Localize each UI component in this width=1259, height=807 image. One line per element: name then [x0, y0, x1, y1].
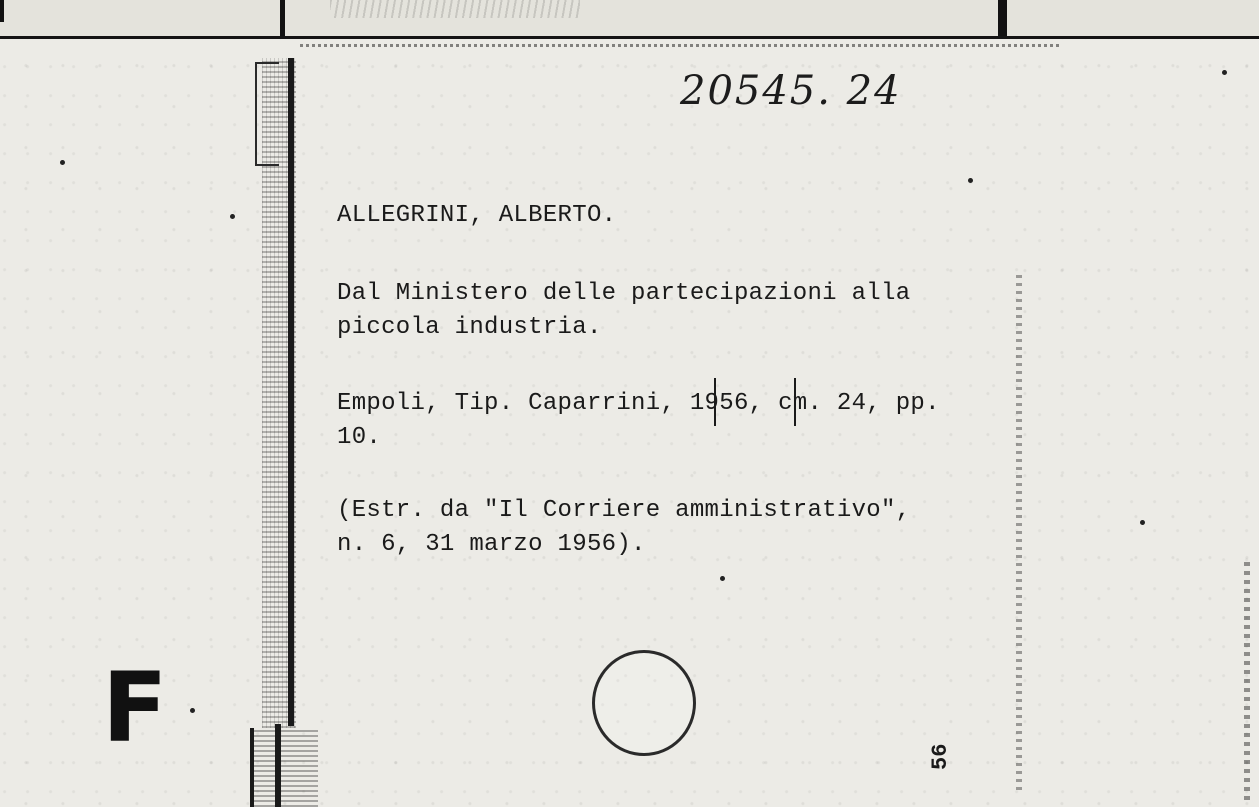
- scan-speck: [1222, 70, 1227, 75]
- note-line-1: (Estr. da "Il Corriere amministrativo",: [337, 497, 911, 524]
- card-left-border-bottom: [275, 724, 281, 807]
- title-line-2: piccola industria.: [337, 314, 602, 341]
- scan-speck: [60, 160, 65, 165]
- scan-edge-mark: [280, 0, 285, 36]
- scan-edge-mark: [998, 0, 1007, 36]
- imprint-line-1: Empoli, Tip. Caparrini, 1956, cm. 24, pp.: [337, 390, 940, 417]
- margin-digits: 56: [928, 743, 953, 770]
- card-binding-cap: [255, 62, 279, 166]
- accession-number: 20545. 24: [680, 68, 902, 114]
- note-line-2: n. 6, 31 marzo 1956).: [337, 531, 646, 558]
- card-binding-bottom: [250, 728, 318, 807]
- card-punch-hole: [592, 650, 696, 756]
- scan-speck: [230, 214, 235, 219]
- scan-speck: [720, 576, 725, 581]
- scan-speck: [968, 178, 973, 183]
- card-top-edge: [300, 44, 1060, 47]
- card-right-edge: [1016, 270, 1022, 790]
- imprint-line-2: 10.: [337, 424, 382, 451]
- author-heading: ALLEGRINI, ALBERTO.: [337, 202, 617, 229]
- scan-edge-mark: [0, 0, 4, 22]
- card-left-border: [288, 58, 294, 726]
- previous-card-strip: [0, 0, 1259, 39]
- title-line-1: Dal Ministero delle partecipazioni alla: [337, 280, 911, 307]
- drawer-section-letter: F: [102, 652, 168, 764]
- scan-noise: [330, 0, 580, 18]
- scan-speck: [190, 708, 195, 713]
- next-card-edge: [1244, 560, 1250, 800]
- scan-speck: [1140, 520, 1145, 525]
